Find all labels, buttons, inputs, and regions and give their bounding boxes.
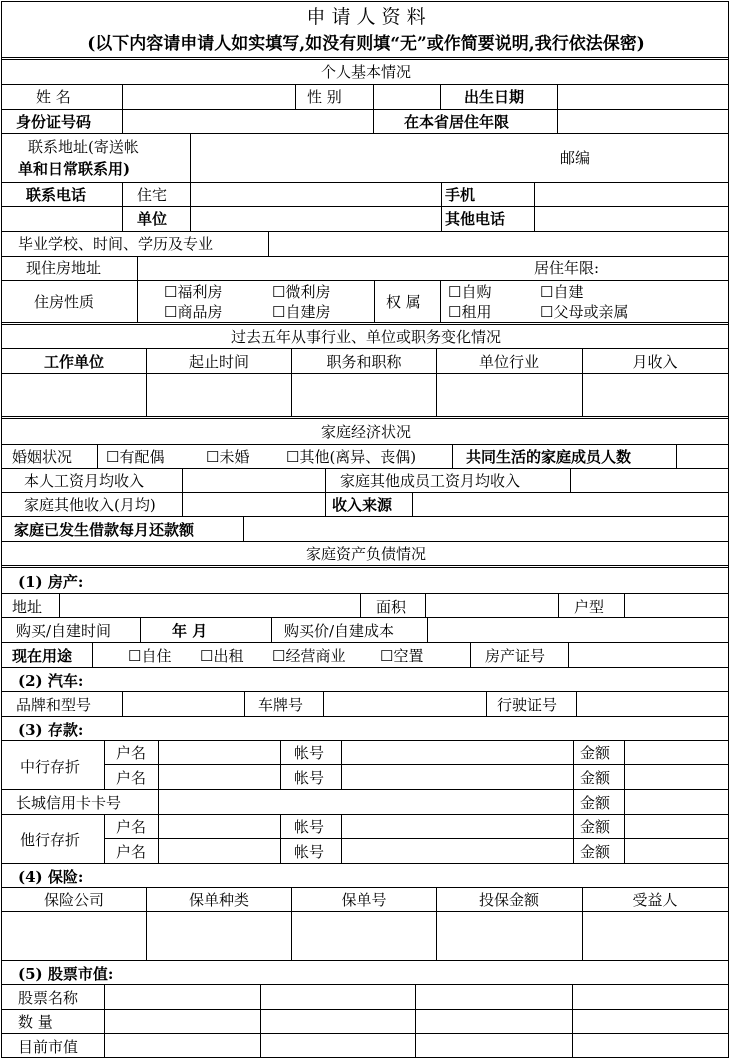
- other-phone-field[interactable]: [535, 207, 728, 230]
- vline: [325, 468, 326, 492]
- policy-type-field[interactable]: [147, 912, 291, 959]
- loan-repay-field[interactable]: [244, 517, 728, 540]
- label-quantity: 数 量: [18, 1013, 53, 1031]
- hline: [104, 838, 729, 839]
- form-title: 申 请 人 资 料: [306, 6, 426, 28]
- boc-amount-field-2[interactable]: [625, 765, 728, 788]
- vline: [486, 691, 487, 716]
- label-boc-amount-1: 金额: [580, 744, 611, 762]
- checkbox-self-use[interactable]: ☐自住: [128, 647, 172, 665]
- own-salary-field[interactable]: [183, 469, 325, 491]
- hline: [1, 887, 729, 888]
- label-ownership: 权 属: [386, 293, 421, 311]
- col-policy-no: 保单号: [341, 891, 387, 909]
- other-income-field[interactable]: [183, 493, 325, 515]
- boc-acct-field-1[interactable]: [342, 741, 573, 764]
- label-name: 姓 名: [36, 88, 71, 106]
- plate-field[interactable]: [324, 692, 486, 715]
- checkbox-selfbuilt[interactable]: ☐自建房: [272, 303, 331, 321]
- quantity-field-3[interactable]: [416, 1010, 572, 1032]
- label-area: 面积: [376, 598, 407, 616]
- education-field[interactable]: [269, 232, 728, 255]
- label-purchase-price: 购买价/自建成本: [284, 622, 395, 640]
- label-boc-name-2: 户名: [116, 769, 147, 787]
- vline: [440, 84, 441, 109]
- home-phone-field[interactable]: [191, 183, 441, 206]
- property-address-field[interactable]: [60, 594, 360, 616]
- label-other-phone: 其他电话: [445, 210, 506, 228]
- market-value-field-4[interactable]: [573, 1034, 728, 1057]
- property-cert-field[interactable]: [569, 643, 728, 666]
- section-assets: 家庭资产负债情况: [305, 545, 427, 563]
- label-market-value: 目前市值: [18, 1038, 79, 1056]
- vline: [295, 84, 296, 109]
- housing-address-field[interactable]: [138, 257, 528, 279]
- label-ob-amount-1: 金额: [580, 818, 611, 836]
- area-field[interactable]: [426, 594, 558, 616]
- label-property-cert: 房产证号: [485, 647, 546, 665]
- label-others-salary: 家庭其他成员工资月均收入: [340, 472, 521, 490]
- hline: [1, 541, 729, 542]
- form-subtitle: (以下内容请申请人如实填写,如没有则填“无”或作简要说明,我行依法保密): [87, 34, 645, 54]
- label-phone: 联系电话: [26, 186, 87, 204]
- vline: [325, 492, 326, 516]
- vline: [140, 617, 141, 642]
- vline: [360, 593, 361, 617]
- label-stock-name: 股票名称: [18, 989, 79, 1007]
- brand-field[interactable]: [123, 692, 244, 715]
- checkbox-other-marital[interactable]: ☐其他(离异、丧偶): [286, 448, 417, 466]
- great-wall-field[interactable]: [159, 790, 573, 813]
- col-beneficiary: 受益人: [632, 891, 678, 909]
- name-field[interactable]: [123, 85, 295, 108]
- insurer-field[interactable]: [2, 912, 146, 959]
- label-postcode: 邮编: [560, 149, 591, 167]
- label-loan-repay: 家庭已发生借款每月还款额: [14, 521, 195, 539]
- label-housing-address: 现住房地址: [26, 259, 102, 277]
- market-value-field-3[interactable]: [416, 1034, 572, 1057]
- label-residence-years: 在本省居住年限: [404, 113, 510, 131]
- purchase-price-field[interactable]: [428, 618, 728, 641]
- divider: [1, 322, 729, 325]
- ob-name-field-1[interactable]: [159, 815, 280, 838]
- beneficiary-field[interactable]: [583, 912, 728, 959]
- vline: [97, 444, 98, 468]
- label-property: (1) 房产:: [18, 573, 84, 591]
- label-great-wall: 长城信用卡卡号: [16, 794, 122, 812]
- birth-field[interactable]: [558, 85, 728, 108]
- label-plate: 车牌号: [258, 696, 304, 714]
- label-gw-amount: 金额: [580, 794, 611, 812]
- work-period-field[interactable]: [147, 374, 291, 416]
- col-income: 月收入: [632, 353, 678, 371]
- id-field[interactable]: [123, 110, 373, 132]
- gender-field[interactable]: [374, 85, 440, 108]
- checkbox-vacant[interactable]: ☐空置: [380, 647, 424, 665]
- hline: [1, 444, 729, 445]
- hline: [1, 667, 729, 668]
- checkbox-welfare[interactable]: ☐福利房: [164, 283, 223, 301]
- vline: [470, 642, 471, 667]
- hline: [1, 863, 729, 864]
- col-insured-amount: 投保金额: [478, 891, 540, 909]
- checkbox-single[interactable]: ☐未婚: [206, 448, 250, 466]
- boc-amount-field-1[interactable]: [625, 741, 728, 764]
- boc-name-field-1[interactable]: [159, 741, 280, 764]
- layout-field[interactable]: [625, 594, 728, 616]
- label-insurance: (4) 保险:: [18, 868, 84, 886]
- vline: [440, 280, 441, 323]
- label-ob-name-2: 户名: [116, 843, 147, 861]
- label-ob-amount-2: 金额: [580, 843, 611, 861]
- checkbox-rent-out[interactable]: ☐出租: [200, 647, 244, 665]
- checkbox-selfbuilt2[interactable]: ☐自建: [540, 283, 584, 301]
- checkbox-married[interactable]: ☐有配偶: [106, 448, 165, 466]
- label-housing-type: 住房性质: [34, 293, 95, 311]
- divider: [1, 416, 729, 419]
- label-gender: 性 别: [307, 88, 342, 106]
- vline: [558, 593, 559, 617]
- vline: [271, 617, 272, 642]
- checkbox-rented[interactable]: ☐租用: [448, 303, 492, 321]
- label-boc-acct-1: 帐号: [294, 744, 325, 762]
- license-field[interactable]: [577, 692, 728, 715]
- label-address-1: 联系地址(寄送帐: [28, 138, 139, 156]
- label-boc-amount-2: 金额: [580, 769, 611, 787]
- insured-amount-field[interactable]: [437, 912, 582, 959]
- quantity-field-1[interactable]: [105, 1010, 260, 1032]
- vline: [452, 444, 453, 468]
- vline: [137, 280, 138, 323]
- checkbox-micro[interactable]: ☐微利房: [272, 283, 331, 301]
- label-work: 单位: [137, 210, 168, 228]
- label-ob-acct-1: 帐号: [294, 818, 325, 836]
- label-home: 住宅: [137, 186, 168, 204]
- label-brand: 品牌和型号: [16, 696, 92, 714]
- ob-amount-field-1[interactable]: [625, 815, 728, 838]
- checkbox-purchased[interactable]: ☐自购: [448, 283, 492, 301]
- label-license: 行驶证号: [497, 696, 558, 714]
- label-usage: 现在用途: [12, 647, 73, 665]
- label-ob-name-1: 户名: [116, 818, 147, 836]
- label-boc-acct-2: 帐号: [294, 769, 325, 787]
- work-employer-field[interactable]: [2, 374, 146, 416]
- col-period: 起止时间: [188, 353, 250, 371]
- work-position-field[interactable]: [292, 374, 436, 416]
- mobile-field[interactable]: [535, 183, 728, 206]
- label-ob-acct-2: 帐号: [294, 843, 325, 861]
- others-salary-field[interactable]: [571, 469, 728, 491]
- members-field[interactable]: [677, 445, 728, 467]
- vline: [374, 280, 375, 323]
- ob-acct-field-1[interactable]: [342, 815, 573, 838]
- stock-name-field-1[interactable]: [105, 985, 260, 1008]
- checkbox-parents[interactable]: ☐父母或亲属: [540, 303, 629, 321]
- gw-amount-field[interactable]: [625, 790, 728, 813]
- label-boc-name-1: 户名: [116, 744, 147, 762]
- stock-name-field-2[interactable]: [261, 985, 415, 1008]
- stock-name-field-4[interactable]: [573, 985, 728, 1008]
- label-id: 身份证号码: [16, 113, 92, 131]
- label-other-bank: 他行存折: [20, 831, 81, 849]
- label-stock: (5) 股票市值:: [18, 965, 114, 983]
- work-industry-field[interactable]: [437, 374, 582, 416]
- boc-acct-field-2[interactable]: [342, 765, 573, 788]
- income-source-field[interactable]: [413, 493, 728, 515]
- label-layout: 户型: [574, 598, 605, 616]
- section-personal: 个人基本情况: [320, 63, 412, 81]
- label-address-2: 单和日常联系用): [18, 160, 131, 178]
- divider: [1, 565, 729, 568]
- col-insurer: 保险公司: [43, 891, 105, 909]
- section-family: 家庭经济状况: [320, 423, 412, 441]
- col-industry: 单位行业: [478, 353, 540, 371]
- label-members: 共同生活的家庭成员人数: [466, 448, 632, 466]
- ob-name-field-2[interactable]: [159, 839, 280, 862]
- hline: [1, 960, 729, 961]
- policy-no-field[interactable]: [292, 912, 436, 959]
- label-marital: 婚姻状况: [12, 448, 73, 466]
- label-car: (2) 汽车:: [18, 672, 84, 690]
- market-value-field-2[interactable]: [261, 1034, 415, 1057]
- label-deposit: (3) 存款:: [18, 721, 84, 739]
- col-policy-type: 保单种类: [188, 891, 250, 909]
- col-employer: 工作单位: [43, 353, 105, 371]
- stock-name-field-3[interactable]: [416, 985, 572, 1008]
- quantity-field-2[interactable]: [261, 1010, 415, 1032]
- label-mobile: 手机: [445, 186, 476, 204]
- boc-name-field-2[interactable]: [159, 765, 280, 788]
- vline: [373, 109, 374, 133]
- quantity-field-4[interactable]: [573, 1010, 728, 1032]
- label-purchase-time: 购买/自建时间: [16, 622, 112, 640]
- label-other-income: 家庭其他收入(月均): [24, 496, 156, 514]
- checkbox-commercial[interactable]: ☐商品房: [164, 303, 223, 321]
- vline: [92, 642, 93, 667]
- hline: [1, 348, 729, 349]
- vline: [573, 740, 574, 863]
- label-year-month: 年 月: [172, 622, 208, 640]
- section-work-history: 过去五年从事行业、单位或职务变化情况: [230, 328, 502, 346]
- hline: [1, 280, 729, 281]
- label-own-salary: 本人工资月均收入: [24, 472, 145, 490]
- hline: [104, 764, 729, 765]
- ob-acct-field-2[interactable]: [342, 839, 573, 862]
- vline: [244, 691, 245, 716]
- address-field[interactable]: [191, 134, 551, 181]
- market-value-field-1[interactable]: [105, 1034, 260, 1057]
- label-boc: 中行存折: [20, 758, 81, 776]
- label-birth: 出生日期: [464, 88, 525, 106]
- divider: [1, 57, 729, 60]
- label-income-source: 收入来源: [332, 496, 393, 514]
- checkbox-business[interactable]: ☐经营商业: [272, 647, 346, 665]
- col-position: 职务和职称: [326, 353, 402, 371]
- hline: [1, 716, 729, 717]
- residence-years-field[interactable]: [558, 110, 728, 132]
- work-income-field[interactable]: [583, 374, 728, 416]
- label-housing-years: 居住年限:: [534, 259, 600, 277]
- work-phone-field[interactable]: [191, 207, 441, 230]
- ob-amount-field-2[interactable]: [625, 839, 728, 862]
- label-education: 毕业学校、时间、学历及专业: [18, 235, 214, 253]
- label-property-address: 地址: [12, 598, 43, 616]
